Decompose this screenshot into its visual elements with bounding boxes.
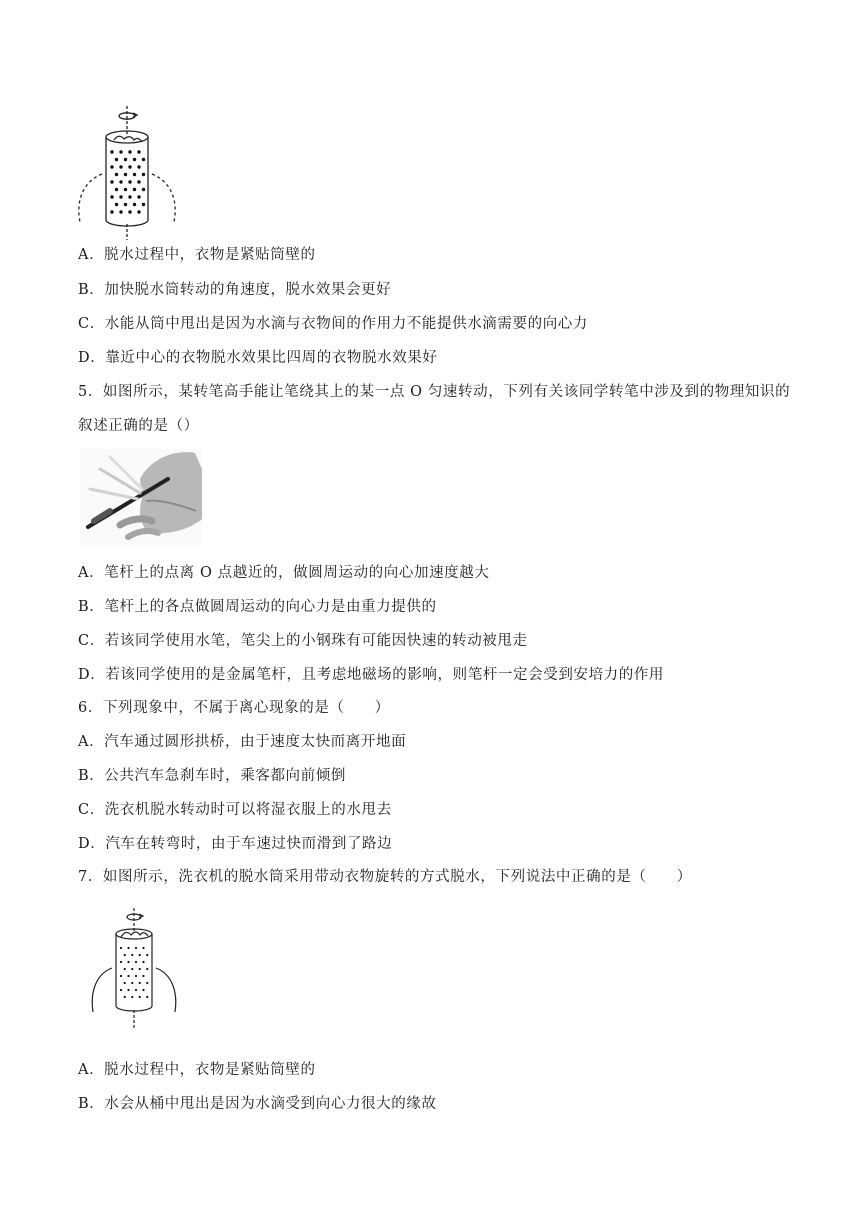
drum-hole: [110, 210, 113, 213]
drum-hole: [127, 947, 129, 949]
drum-hole: [127, 961, 129, 963]
drum-hole: [135, 947, 137, 949]
drum-hole: [115, 158, 118, 161]
spin-dryer-figure-2: [88, 906, 184, 1030]
drum-hole: [142, 158, 145, 161]
drum-hole: [139, 954, 141, 956]
drum-hole: [119, 165, 122, 168]
drum-hole: [139, 982, 141, 984]
drum-hole: [128, 150, 131, 153]
drum-hole: [142, 975, 144, 977]
drum-hole: [124, 996, 126, 998]
q5-option-d: D．若该同学使用的是金属笔杆，且考虑地磁场的影响，则笔杆一定会受到安培力的作用: [78, 667, 665, 683]
q4-option-a: A．脱水过程中，衣物是紧贴筒壁的: [78, 247, 316, 263]
drum-hole: [142, 188, 145, 191]
drum-hole: [146, 968, 148, 970]
drum-hole: [128, 210, 131, 213]
drum-hole: [124, 968, 126, 970]
drum-hole: [137, 150, 140, 153]
drum-hole: [131, 982, 133, 984]
q7-option-a: A．脱水过程中，衣物是紧贴筒壁的: [78, 1062, 316, 1078]
drum-hole: [133, 203, 136, 206]
drum-hole: [124, 188, 127, 191]
drum-hole: [120, 975, 122, 977]
drum-hole: [133, 188, 136, 191]
drum-hole: [146, 982, 148, 984]
q5-option-c: C．若该同学使用水笔，笔尖上的小钢珠有可能因快速的转动被甩走: [78, 633, 528, 649]
drum-hole: [131, 954, 133, 956]
drum-hole: [110, 150, 113, 153]
drum-hole: [137, 210, 140, 213]
drum-hole: [142, 989, 144, 991]
drum-hole: [135, 989, 137, 991]
drum-hole: [128, 195, 131, 198]
q5-stem-line1: 5．如图所示，某转笔高手能让笔绕其上的某一点 O 匀速转动，下列有关该同学转笔中涉及到的物理知识的: [78, 384, 791, 400]
drum-hole: [119, 210, 122, 213]
drum-hole: [120, 961, 122, 963]
drum-hole: [139, 968, 141, 970]
drum-hole: [110, 195, 113, 198]
drum-hole: [142, 947, 144, 949]
drum-hole: [142, 173, 145, 176]
spin-dryer-figure-1: [74, 104, 186, 242]
drum-hole: [133, 173, 136, 176]
drum-hole: [127, 989, 129, 991]
drum-hole: [110, 165, 113, 168]
drum-hole: [139, 996, 141, 998]
drum-hole: [135, 961, 137, 963]
q7-stem: 7．如图所示，洗衣机的脱水筒采用带动衣物旋转的方式脱水，下列说法中正确的是（ ）: [78, 869, 692, 885]
drum-hole: [142, 203, 145, 206]
q5-option-b: B．笔杆上的各点做圆周运动的向心力是由重力提供的: [78, 599, 437, 615]
q4-option-d: D．靠近中心的衣物脱水效果比四周的衣物脱水效果好: [78, 350, 438, 366]
q6-option-b: B．公共汽车急刹车时，乘客都向前倾倒: [78, 768, 346, 784]
q4-option-b: B．加快脱水筒转动的角速度，脱水效果会更好: [78, 282, 392, 298]
pen-spinning-hand-photo: [80, 449, 202, 545]
drum-hole: [131, 996, 133, 998]
drum-hole: [128, 165, 131, 168]
drum-hole: [115, 173, 118, 176]
q7-option-b: B．水会从桶中甩出是因为水滴受到向心力很大的缘故: [78, 1096, 437, 1112]
drum-hole: [119, 150, 122, 153]
drum-hole: [120, 989, 122, 991]
drum-hole: [124, 173, 127, 176]
drum-hole: [124, 982, 126, 984]
drum-hole: [137, 165, 140, 168]
q6-stem: 6．下列现象中，不属于离心现象的是（ ）: [78, 700, 390, 716]
drum-hole: [142, 961, 144, 963]
q6-option-c: C．洗衣机脱水转动时可以将湿衣服上的水甩去: [78, 802, 392, 818]
q4-option-c: C．水能从筒中甩出是因为水滴与衣物间的作用力不能提供水滴需要的向心力: [78, 316, 588, 332]
drum-hole: [135, 975, 137, 977]
drum-hole: [124, 158, 127, 161]
drum-hole: [124, 954, 126, 956]
drum-hole: [146, 996, 148, 998]
drum-hole: [119, 195, 122, 198]
drum-hole: [133, 158, 136, 161]
q6-option-d: D．汽车在转弯时，由于车速过快而滑到了路边: [78, 836, 393, 852]
drum-hole: [137, 195, 140, 198]
q5-stem-line2: 叙述正确的是（）: [78, 418, 199, 434]
drum-hole: [131, 968, 133, 970]
drum-hole: [110, 180, 113, 183]
q6-option-a: A．汽车通过圆形拱桥，由于速度太快而离开地面: [78, 734, 407, 750]
drum-hole: [146, 954, 148, 956]
drum-hole: [124, 203, 127, 206]
q5-option-a: A．笔杆上的点离 O 点越近的，做圆周运动的向心加速度越大: [78, 565, 490, 581]
drum-hole: [128, 180, 131, 183]
drum-hole: [115, 188, 118, 191]
drum-hole: [120, 947, 122, 949]
drum-hole: [115, 203, 118, 206]
drum-hole: [119, 180, 122, 183]
drum-hole: [127, 975, 129, 977]
drum-hole: [137, 180, 140, 183]
